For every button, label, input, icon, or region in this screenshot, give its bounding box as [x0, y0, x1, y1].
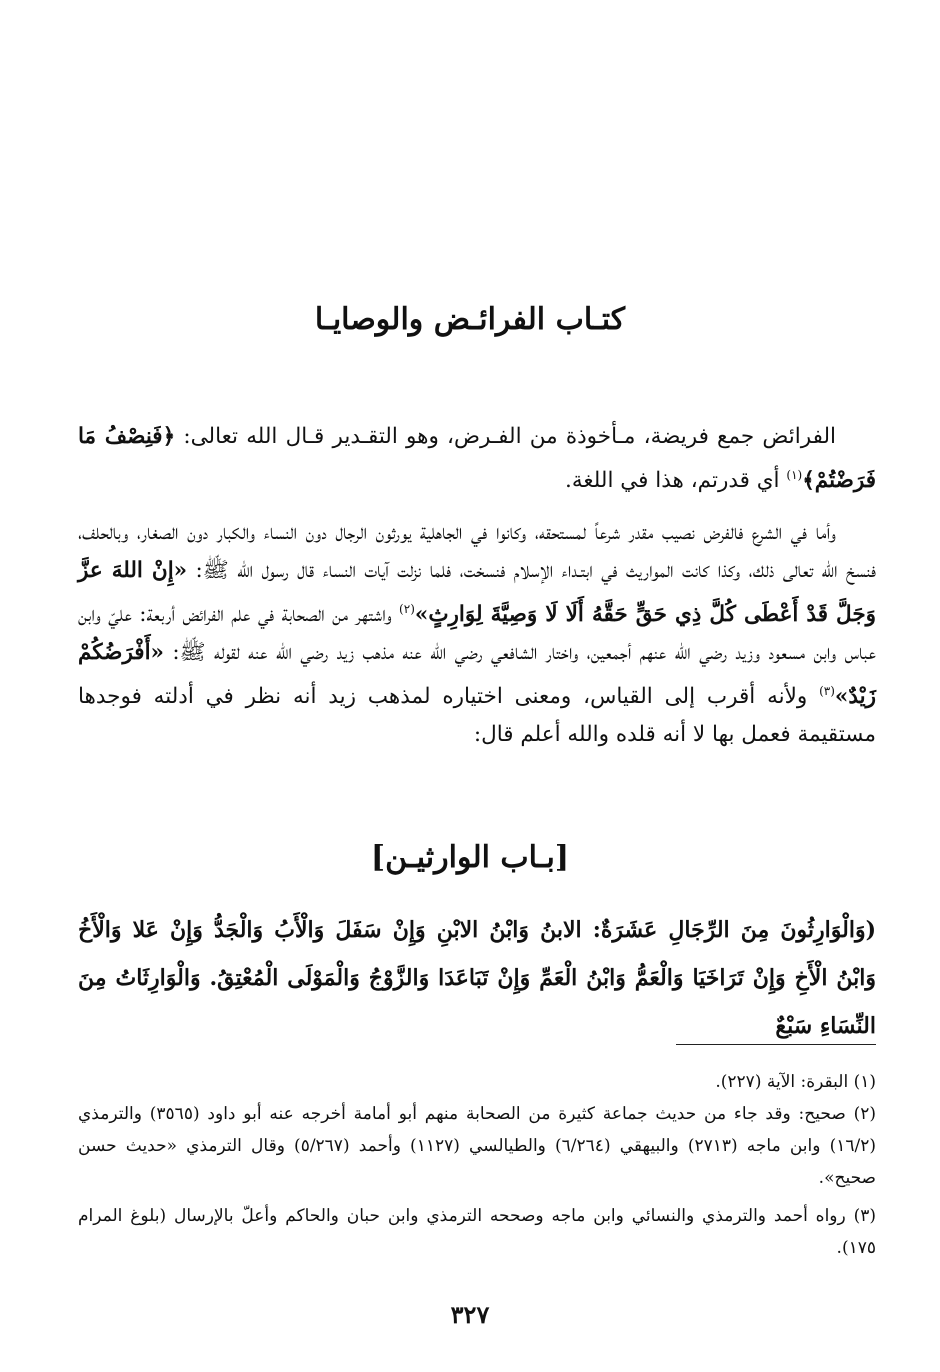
paragraph-2	[78, 514, 876, 754]
footnote-divider	[676, 1044, 876, 1045]
footnote-1: (١) البقرة: الآية (٢٢٧).	[715, 1072, 876, 1092]
paragraph-1-text-end: أي قدرتم، هذا في اللغة.	[565, 468, 787, 494]
matn-text	[78, 906, 876, 1050]
quran-verse: ﴿فَنِصْفُ مَا فَرَضْتُمْ﴾	[78, 424, 876, 494]
footnote-ref-1: (١)	[786, 468, 803, 482]
hadith-1: «إِنْ اللهَ عزَّ وَجَلَّ قَدْ أَعْطَى كُلَّ ذِي حَقٍّ حَقَّهُ أَلَا لَا وَصِيَّةَ لِوَارِثٍ»	[78, 558, 877, 628]
footnote-ref-2: (٢)	[399, 602, 415, 616]
page-number: ٣٢٧	[450, 1300, 490, 1329]
paragraph-1	[78, 418, 876, 496]
chapter-title: [بـاب الوارثيـن]	[370, 840, 570, 875]
matn-paragraph: (وَالْوَارِثُونَ مِنَ الرِّجَالِ عَشَرَةٌ: الابنُ وَابْنُ الابْنِ وَإِنْ سَفَلَ وَالْأَبُ وَالْجَدُّ وَإِنْ عَلا وَالْأَخُ وَابْنُ الْأَخِ وَإِنْ تَرَاخَيَا وَالْعَمُّ وَابْنُ الْعَمِّ وَإِنْ تَبَاعَدَا وَالزَّوْجُ وَالْمَوْلَى الْمُعْتِقُ. وَالْوَارِثَاتُ مِنَ النِّسَاءِ سَبْعٌ	[78, 917, 876, 1039]
paragraph-1-text: الفرائض جمع فريضة، مـأخوذة من الفـرض، وهو التقـدير قـال الله تعالى:	[175, 424, 836, 449]
footnotes	[78, 1066, 876, 1264]
footnote-2: (٢) صحيح: وقد جاء من حديث جماعة كثيرة من الصحابة منهم أبو أمامة أخرجه عنه أبو داود (٣٥٦٥) والترمذي (١٦/٢) وابن ماجه (٢٧١٣) والبيهقي (٦/٢٦٤) والطيالسي (١١٢٧) وأحمد (٥/٢٦٧) وقال الترمذي «حديث حسن صحيح».	[78, 1104, 876, 1188]
book-title: كتـاب الفرائـض والوصايـا	[314, 302, 626, 337]
paragraph-2-text: وأما في الشرع فالفرض نصيب مقدر شرعاً لمستحقه، وكانوا في الجاهلية يورثون الرجال دون النساء والكبار دون الصغار، وبالحلف، فنسخ الله تعالى ذلك، وكذا كانت المواريث في ابتـداء الإسلام فنسخت، فلما نزلت آيات النساء قال رسول الله ﷺ:	[78, 520, 876, 583]
paragraph-2-text-end: ولأنه أقرب إلى القياس، ومعنى اختياره لمذهب زيد أنه نظر في أدلته فوجدها مستقيمة فعمل بها لا أنه قلده والله أعلم قال:	[78, 684, 876, 748]
body-text	[78, 418, 876, 754]
hadith-2: «أَفْرَضُكُمْ زَيْدٌ»	[78, 640, 876, 710]
footnote-ref-3: (٣)	[819, 684, 835, 699]
paragraph-2-text-middle: واشتهر من الصحابة في علم الفرائض أربعة: عليّ وابن عباس وابن مسعود وزيد رضي الله عنهم أجمعين، واختار الشافعي رضي الله عنه مذهب زيد رضي الله عنه لقوله ﷺ:	[78, 602, 876, 666]
footnote-3: (٣) رواه أحمد والترمذي والنسائي وابن ماجه وصححه الترمذي وابن حبان والحاكم وأعلّ بالإرسال (بلوغ المرام ١٧٥).	[78, 1206, 876, 1258]
